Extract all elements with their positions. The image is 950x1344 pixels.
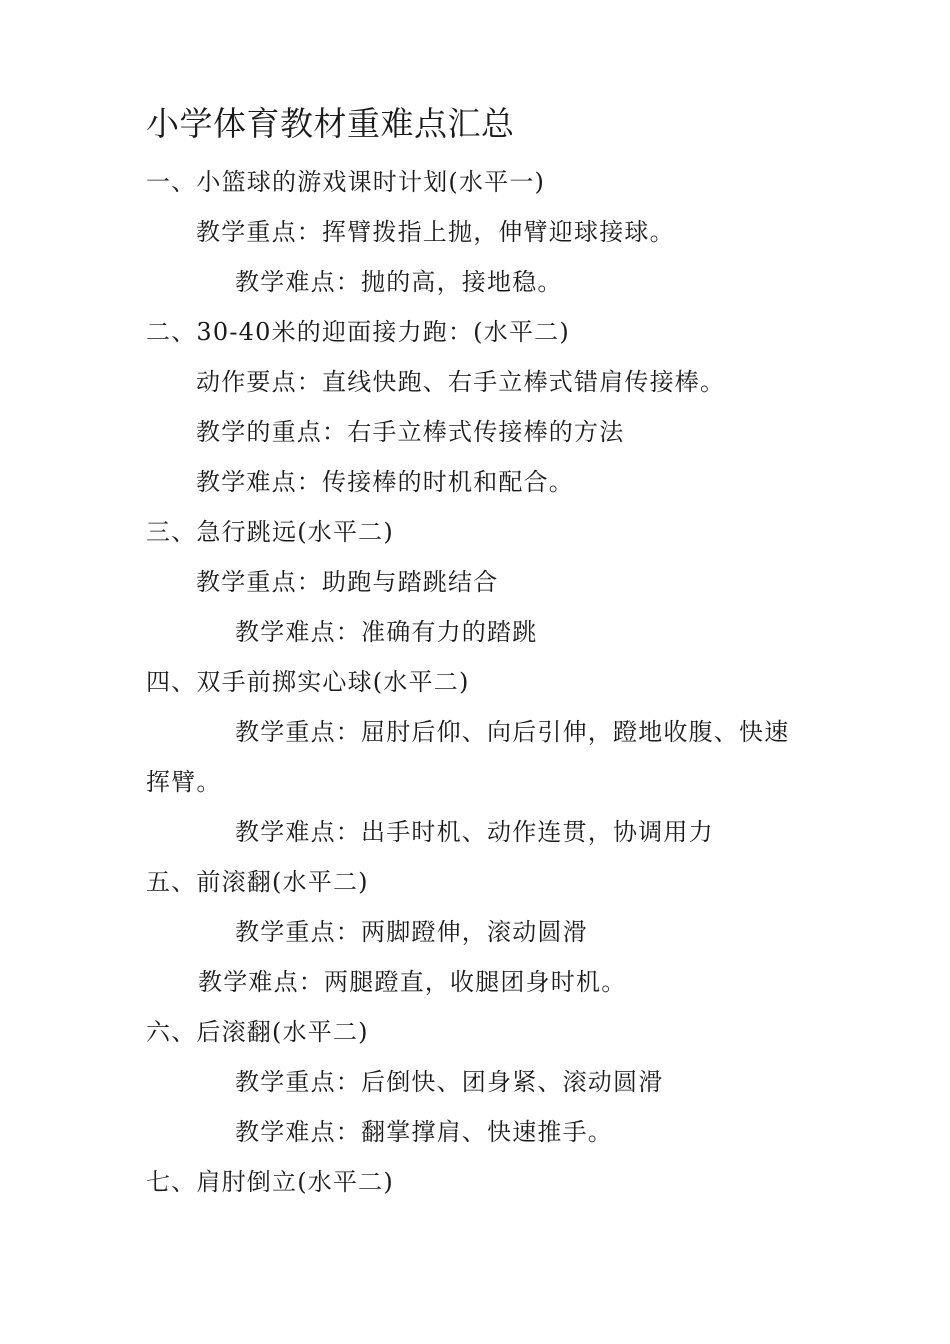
section-3-key-point: 教学重点：助跑与踏跳结合	[196, 568, 499, 596]
section-4-key-point: 教学重点：屈肘后仰、向后引伸，蹬地收腹、快速	[235, 718, 790, 746]
section-heading-1: 一、小篮球的游戏课时计划(水平一)	[146, 168, 546, 196]
section-heading-6: 六、后滚翻(水平二)	[146, 1018, 369, 1046]
section-heading-7: 七、肩肘倒立(水平二)	[146, 1168, 394, 1196]
section-5-key-point: 教学重点：两脚蹬伸，滚动圆滑	[235, 918, 588, 946]
section-2-action-points: 动作要点：直线快跑、右手立棒式错肩传接棒。	[196, 368, 726, 396]
section-6-key-point: 教学重点：后倒快、团身紧、滚动圆滑	[235, 1068, 664, 1096]
section-2-key-point: 教学的重点：右手立棒式传接棒的方法	[196, 418, 625, 446]
document-title: 小学体育教材重难点汇总	[146, 104, 515, 143]
section-heading-4: 四、双手前掷实心球(水平二)	[146, 668, 470, 696]
section-3-difficulty: 教学难点：准确有力的踏跳	[235, 618, 538, 646]
section-6-difficulty: 教学难点：翻掌撑肩、快速推手。	[235, 1118, 613, 1146]
section-heading-2: 二、30-40米的迎面接力跑：(水平二)	[146, 318, 570, 346]
section-4-difficulty: 教学难点：出手时机、动作连贯，协调用力	[235, 818, 714, 846]
section-heading-5: 五、前滚翻(水平二)	[146, 868, 369, 896]
section-5-difficulty: 教学难点：两腿蹬直，收腿团身时机。	[198, 968, 627, 996]
section-1-key-point: 教学重点：挥臂拨指上抛，伸臂迎球接球。	[196, 218, 675, 246]
section-heading-3: 三、急行跳远(水平二)	[146, 518, 394, 546]
section-4-key-point-continued: 挥臂。	[146, 768, 222, 796]
section-1-difficulty: 教学难点：抛的高，接地稳。	[235, 268, 563, 296]
section-2-difficulty: 教学难点：传接棒的时机和配合。	[196, 468, 574, 496]
